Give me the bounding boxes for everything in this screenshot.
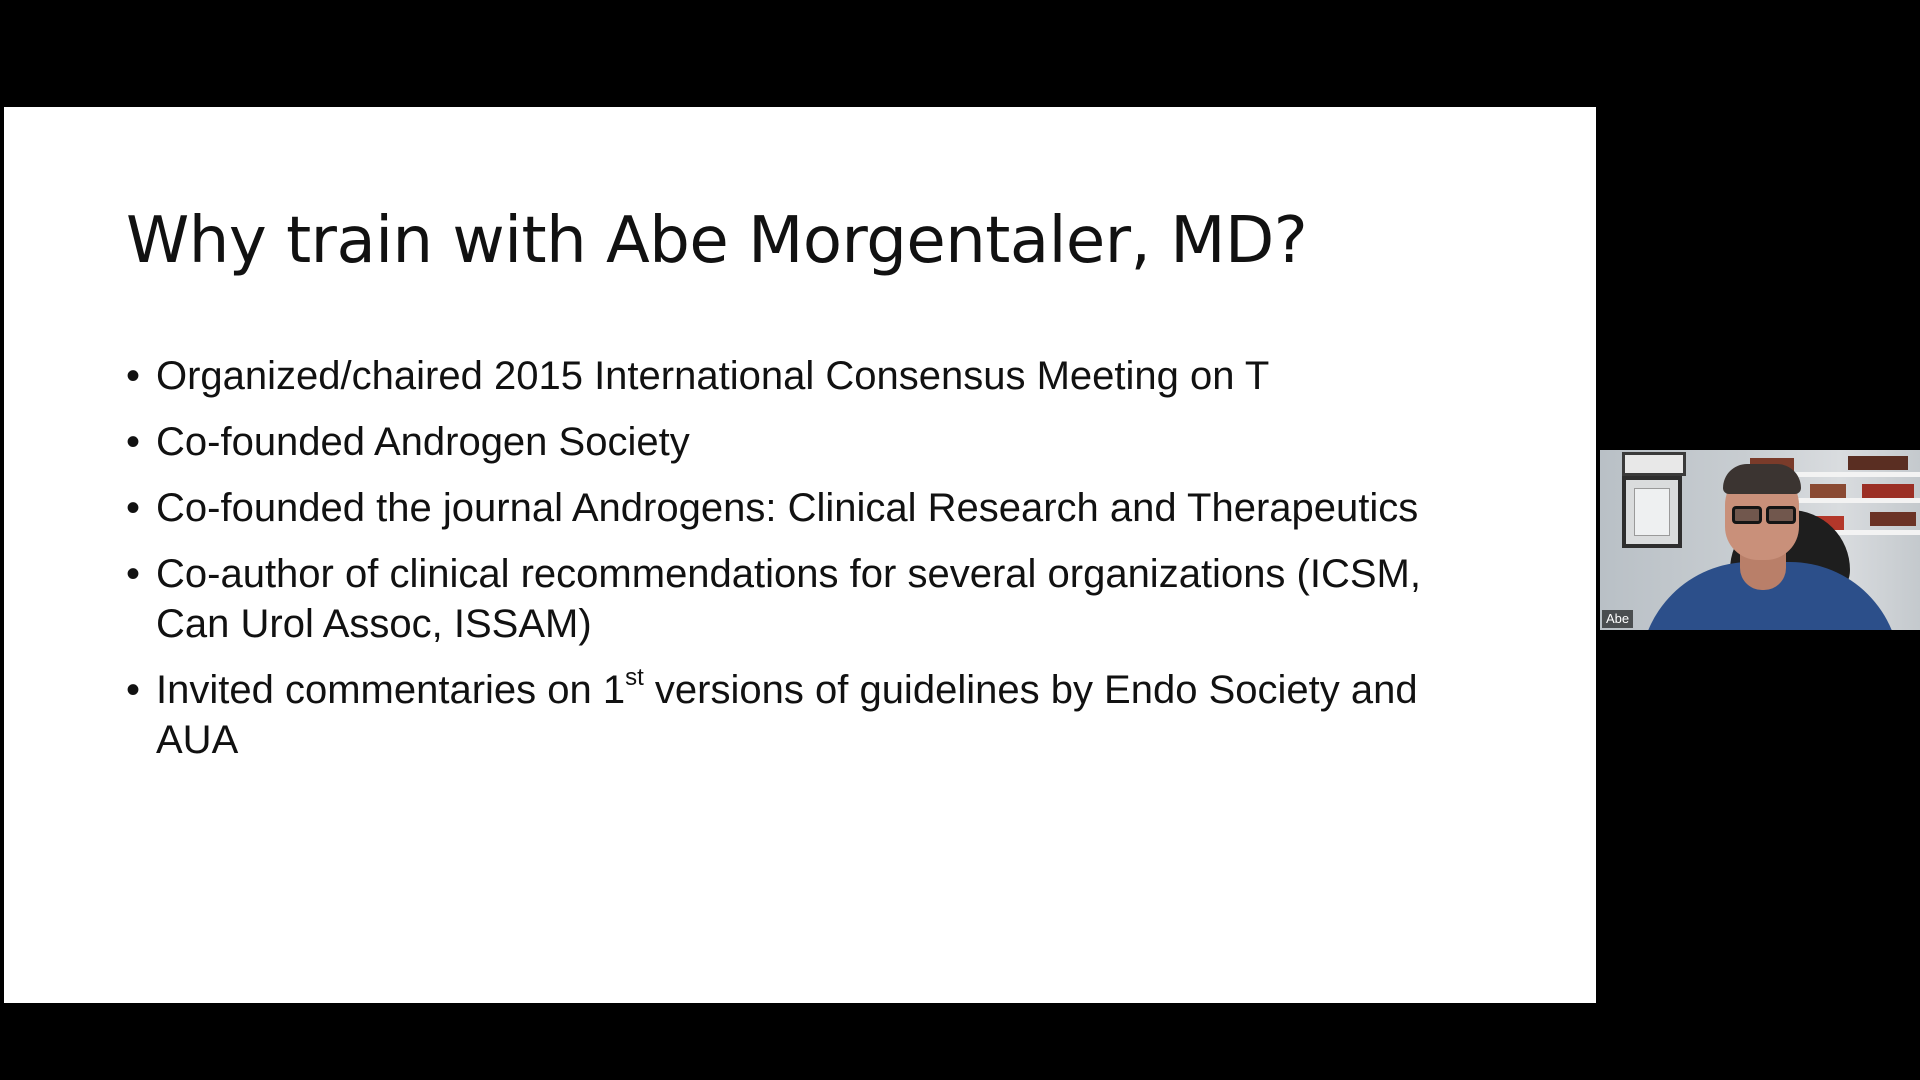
bullet-text: Co-founded Androgen Society: [156, 420, 690, 464]
glasses-icon: [1728, 506, 1798, 524]
bullet-text: Organized/chaired 2015 International Consensus Meeting on T: [156, 354, 1270, 398]
bullet-item: [126, 351, 1486, 401]
bullet-text-before: Invited commentaries on 1: [156, 668, 626, 712]
bullet-marker: •: [126, 552, 141, 596]
person-hair: [1723, 464, 1801, 494]
bullet-list: [126, 351, 1486, 781]
bullet-item: [126, 665, 1486, 765]
bullet-item: [126, 483, 1486, 533]
bullet-item: [126, 549, 1486, 649]
bullet-marker: •: [126, 668, 141, 712]
books: [1848, 456, 1908, 470]
wall-frame-small: [1622, 452, 1686, 476]
bullet-marker: •: [126, 486, 141, 530]
participant-name-label: Abe: [1602, 610, 1633, 628]
bullet-marker: •: [126, 354, 141, 398]
books: [1870, 512, 1916, 526]
books: [1862, 484, 1914, 498]
bullet-text-after: versions of guidelines by Endo Society and AUA: [156, 668, 1418, 762]
slide-title: Why train with Abe Morgentaler, MD?: [126, 204, 1308, 278]
participant-video-tile[interactable]: [1600, 450, 1920, 630]
bullet-marker: •: [126, 420, 141, 464]
bullet-superscript: st: [625, 663, 644, 691]
bullet-text: [156, 663, 1418, 762]
bullet-text: Co-author of clinical recommendations for several organizations (ICSM, Can Urol Assoc, ISSAM): [156, 552, 1421, 646]
bullet-item: [126, 417, 1486, 467]
bullet-text: Co-founded the journal Androgens: Clinical Research and Therapeutics: [156, 486, 1419, 530]
books: [1810, 484, 1846, 498]
shared-slide: [4, 107, 1596, 1003]
wall-frame-large: [1622, 476, 1682, 548]
